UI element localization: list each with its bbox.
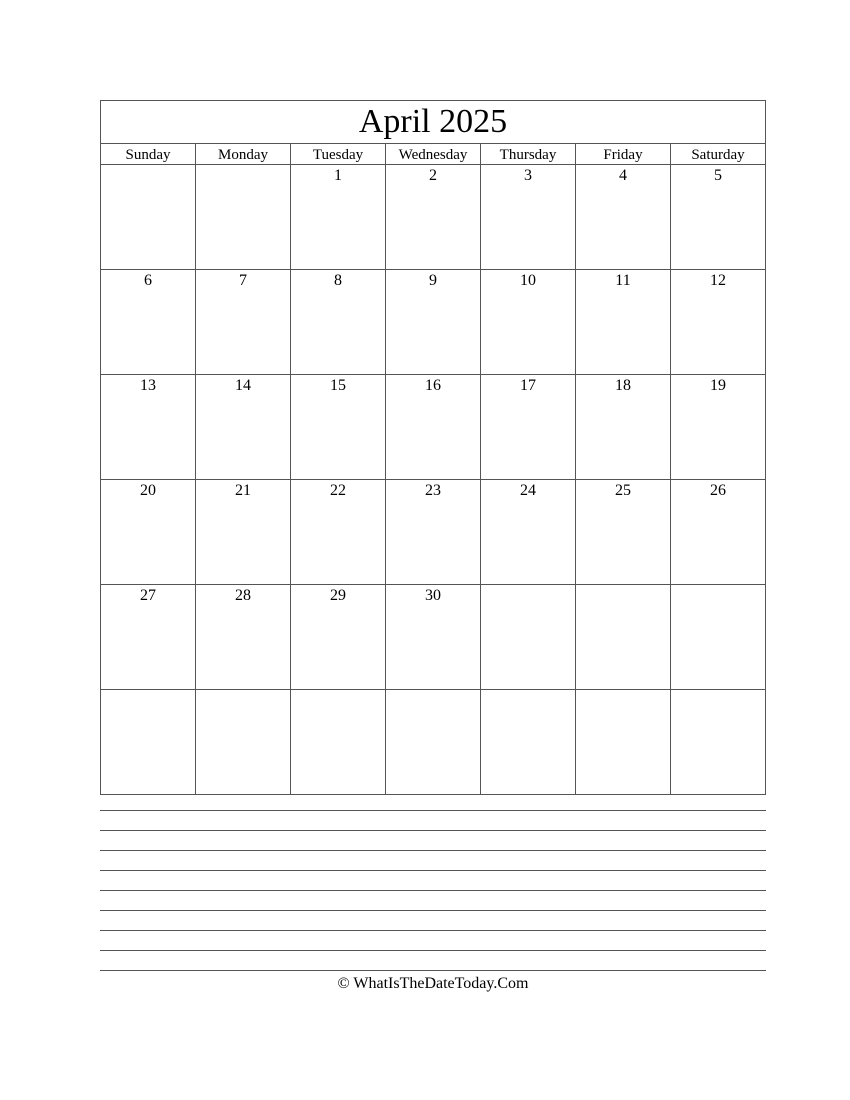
day-number: 17 bbox=[520, 377, 536, 394]
note-line[interactable] bbox=[100, 890, 766, 910]
day-number bbox=[101, 165, 195, 166]
day-number bbox=[671, 585, 765, 586]
day-number: 18 bbox=[615, 377, 631, 394]
day-cell[interactable] bbox=[481, 585, 576, 690]
day-cell[interactable] bbox=[386, 585, 481, 690]
day-number: 20 bbox=[140, 482, 156, 499]
day-number: 16 bbox=[425, 377, 441, 394]
day-number bbox=[386, 690, 480, 691]
day-number bbox=[481, 690, 575, 691]
day-number bbox=[576, 690, 670, 691]
note-line[interactable] bbox=[100, 930, 766, 950]
calendar-table bbox=[100, 100, 766, 795]
week-row bbox=[101, 165, 766, 270]
note-line[interactable] bbox=[100, 810, 766, 830]
day-cell[interactable] bbox=[576, 375, 671, 480]
day-cell[interactable] bbox=[291, 690, 386, 795]
weekday-monday: Monday bbox=[196, 144, 291, 165]
day-cell[interactable] bbox=[671, 375, 766, 480]
note-line[interactable] bbox=[100, 910, 766, 930]
copyright-footer: © WhatIsTheDateToday.Com bbox=[337, 975, 529, 992]
day-number: 5 bbox=[714, 167, 722, 184]
weekday-sunday: Sunday bbox=[101, 144, 196, 165]
week-row bbox=[101, 690, 766, 795]
day-cell[interactable] bbox=[481, 375, 576, 480]
week-row bbox=[101, 585, 766, 690]
day-cell[interactable] bbox=[386, 690, 481, 795]
day-number: 10 bbox=[520, 272, 536, 289]
weekday-tuesday: Tuesday bbox=[291, 144, 386, 165]
day-cell[interactable] bbox=[576, 270, 671, 375]
day-cell[interactable] bbox=[291, 375, 386, 480]
day-number bbox=[671, 690, 765, 691]
day-number: 24 bbox=[520, 482, 536, 499]
day-cell[interactable] bbox=[386, 270, 481, 375]
day-cell[interactable] bbox=[386, 165, 481, 270]
day-cell[interactable] bbox=[671, 270, 766, 375]
day-cell[interactable] bbox=[196, 690, 291, 795]
day-number: 2 bbox=[429, 167, 437, 184]
day-cell[interactable] bbox=[481, 690, 576, 795]
week-row bbox=[101, 480, 766, 585]
day-number: 26 bbox=[710, 482, 726, 499]
day-number bbox=[576, 585, 670, 586]
note-line[interactable] bbox=[100, 850, 766, 870]
weekday-thursday: Thursday bbox=[481, 144, 576, 165]
day-cell[interactable] bbox=[101, 375, 196, 480]
day-number: 4 bbox=[619, 167, 627, 184]
note-line[interactable] bbox=[100, 970, 766, 971]
day-cell[interactable] bbox=[481, 270, 576, 375]
day-number: 28 bbox=[235, 587, 251, 604]
day-number: 30 bbox=[425, 587, 441, 604]
day-number: 14 bbox=[235, 377, 251, 394]
day-number: 11 bbox=[615, 272, 631, 289]
day-cell[interactable] bbox=[576, 165, 671, 270]
day-number: 12 bbox=[710, 272, 726, 289]
day-number: 27 bbox=[140, 587, 156, 604]
note-line[interactable] bbox=[100, 950, 766, 970]
day-cell[interactable] bbox=[386, 375, 481, 480]
day-number: 21 bbox=[235, 482, 251, 499]
calendar-body bbox=[101, 165, 766, 795]
day-number bbox=[101, 690, 195, 691]
day-number bbox=[196, 690, 290, 691]
day-number: 22 bbox=[330, 482, 346, 499]
day-cell[interactable] bbox=[291, 270, 386, 375]
day-number bbox=[291, 690, 385, 691]
day-cell[interactable] bbox=[101, 165, 196, 270]
day-cell[interactable] bbox=[196, 270, 291, 375]
day-cell[interactable] bbox=[291, 165, 386, 270]
day-cell[interactable] bbox=[291, 480, 386, 585]
day-number: 3 bbox=[524, 167, 532, 184]
day-cell[interactable] bbox=[196, 375, 291, 480]
day-cell[interactable] bbox=[101, 585, 196, 690]
day-number: 25 bbox=[615, 482, 631, 499]
day-cell[interactable] bbox=[196, 585, 291, 690]
note-line[interactable] bbox=[100, 870, 766, 890]
day-number: 9 bbox=[429, 272, 437, 289]
week-row bbox=[101, 270, 766, 375]
day-number: 1 bbox=[334, 167, 342, 184]
day-number bbox=[481, 585, 575, 586]
day-cell[interactable] bbox=[196, 165, 291, 270]
weekday-friday: Friday bbox=[576, 144, 671, 165]
weekday-saturday: Saturday bbox=[671, 144, 766, 165]
day-cell[interactable] bbox=[196, 480, 291, 585]
day-cell[interactable] bbox=[101, 270, 196, 375]
day-number: 8 bbox=[334, 272, 342, 289]
weekday-wednesday: Wednesday bbox=[386, 144, 481, 165]
day-number: 6 bbox=[144, 272, 152, 289]
day-number bbox=[196, 165, 290, 166]
day-cell[interactable] bbox=[101, 480, 196, 585]
day-cell[interactable] bbox=[671, 165, 766, 270]
day-cell[interactable] bbox=[576, 480, 671, 585]
day-number: 15 bbox=[330, 377, 346, 394]
day-cell[interactable] bbox=[671, 480, 766, 585]
day-cell[interactable] bbox=[101, 690, 196, 795]
day-cell[interactable] bbox=[576, 690, 671, 795]
week-row bbox=[101, 375, 766, 480]
day-cell[interactable] bbox=[386, 480, 481, 585]
day-cell[interactable] bbox=[291, 585, 386, 690]
day-number: 13 bbox=[140, 377, 156, 394]
day-cell[interactable] bbox=[481, 480, 576, 585]
day-number: 7 bbox=[239, 272, 247, 289]
day-number: 29 bbox=[330, 587, 346, 604]
day-number: 19 bbox=[710, 377, 726, 394]
day-number: 23 bbox=[425, 482, 441, 499]
day-cell[interactable] bbox=[671, 585, 766, 690]
notes-area bbox=[100, 810, 766, 971]
calendar-title: April 2025 bbox=[101, 101, 766, 144]
day-cell[interactable] bbox=[576, 585, 671, 690]
note-line[interactable] bbox=[100, 830, 766, 850]
day-cell[interactable] bbox=[671, 690, 766, 795]
day-cell[interactable] bbox=[481, 165, 576, 270]
